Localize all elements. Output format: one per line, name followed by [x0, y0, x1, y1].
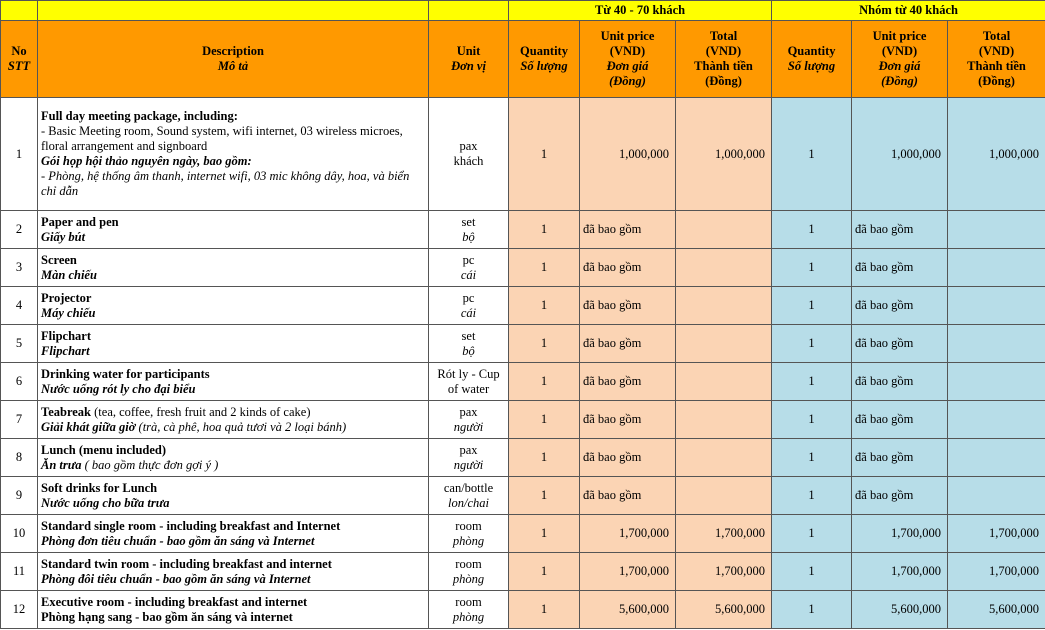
row-total-2: 1,700,000 — [948, 553, 1045, 591]
header-quantity-1: Quantity Số lượng — [509, 21, 580, 98]
row-total-2: 1,000,000 — [948, 98, 1045, 211]
header-unit-price-1: Unit price (VND) Đơn giá (Đồng) — [580, 21, 676, 98]
row-total-2 — [948, 211, 1045, 249]
row-total-1: 1,700,000 — [676, 553, 772, 591]
row-price-2: 1,000,000 — [852, 98, 948, 211]
table-row — [1, 553, 1045, 591]
row-price-2: đã bao gồm — [852, 439, 948, 477]
row-description: Screen Màn chiếu — [38, 249, 429, 287]
row-no: 7 — [1, 401, 38, 439]
row-price-2: đã bao gồm — [852, 325, 948, 363]
row-qty-1: 1 — [509, 591, 580, 629]
row-total-2 — [948, 325, 1045, 363]
table-row — [1, 591, 1045, 629]
group2-header: Nhóm từ 40 khách — [772, 1, 1045, 21]
row-qty-1: 1 — [509, 363, 580, 401]
row-qty-1: 1 — [509, 401, 580, 439]
row-unit: Rót ly - Cup of water — [429, 363, 509, 401]
row-total-1 — [676, 439, 772, 477]
row-total-2: 1,700,000 — [948, 515, 1045, 553]
row-qty-2: 1 — [772, 325, 852, 363]
row-qty-2: 1 — [772, 287, 852, 325]
row-qty-2: 1 — [772, 211, 852, 249]
header-quantity-2: Quantity Số lượng — [772, 21, 852, 98]
row-price-1: đã bao gồm — [580, 477, 676, 515]
table-row — [1, 515, 1045, 553]
row-total-1 — [676, 287, 772, 325]
row-qty-1: 1 — [509, 439, 580, 477]
row-description: Executive room - including breakfast and internet Phòng hạng sang - bao gồm ăn sáng và internet — [38, 591, 429, 629]
row-total-2 — [948, 249, 1045, 287]
row-unit: pax người — [429, 401, 509, 439]
row-total-2 — [948, 439, 1045, 477]
row-price-1: đã bao gồm — [580, 249, 676, 287]
row-price-1: 1,000,000 — [580, 98, 676, 211]
row-total-1 — [676, 401, 772, 439]
row-no: 10 — [1, 515, 38, 553]
row-price-1: đã bao gồm — [580, 401, 676, 439]
row-total-1 — [676, 249, 772, 287]
row-price-1: 1,700,000 — [580, 515, 676, 553]
group1-header: Từ 40 - 70 khách — [509, 1, 772, 21]
header-total-1: Total (VND) Thành tiền (Đồng) — [676, 21, 772, 98]
table-row — [1, 401, 1045, 439]
row-total-1: 1,700,000 — [676, 515, 772, 553]
header-unit-price-2: Unit price (VND) Đơn giá (Đồng) — [852, 21, 948, 98]
row-price-2: đã bao gồm — [852, 401, 948, 439]
row-qty-2: 1 — [772, 439, 852, 477]
row-qty-2: 1 — [772, 553, 852, 591]
row-no: 11 — [1, 553, 38, 591]
row-description: Soft drinks for Lunch Nước uống cho bữa trưa — [38, 477, 429, 515]
row-qty-2: 1 — [772, 401, 852, 439]
row-total-1: 1,000,000 — [676, 98, 772, 211]
row-total-1 — [676, 363, 772, 401]
row-no: 2 — [1, 211, 38, 249]
row-description: Flipchart Flipchart — [38, 325, 429, 363]
row-price-1: đã bao gồm — [580, 325, 676, 363]
row-no: 6 — [1, 363, 38, 401]
row-price-1: đã bao gồm — [580, 211, 676, 249]
row-price-1: đã bao gồm — [580, 439, 676, 477]
row-unit: set bộ — [429, 325, 509, 363]
row-no: 5 — [1, 325, 38, 363]
row-total-2 — [948, 363, 1045, 401]
row-unit: room phòng — [429, 591, 509, 629]
table-row — [1, 98, 1045, 211]
row-price-2: 5,600,000 — [852, 591, 948, 629]
row-price-2: đã bao gồm — [852, 211, 948, 249]
row-total-1 — [676, 211, 772, 249]
row-price-1: 1,700,000 — [580, 553, 676, 591]
row-description: Standard twin room - including breakfast and internet Phòng đôi tiêu chuẩn - bao gồm ăn sáng và Internet — [38, 553, 429, 591]
table-row — [1, 477, 1045, 515]
row-unit: pax khách — [429, 98, 509, 211]
row-no: 1 — [1, 98, 38, 211]
row-price-2: đã bao gồm — [852, 477, 948, 515]
table-row — [1, 363, 1045, 401]
table-row — [1, 287, 1045, 325]
row-total-1 — [676, 477, 772, 515]
row-qty-1: 1 — [509, 325, 580, 363]
group-header-row — [1, 1, 1045, 21]
row-qty-2: 1 — [772, 98, 852, 211]
row-qty-2: 1 — [772, 249, 852, 287]
row-unit: set bộ — [429, 211, 509, 249]
row-unit: room phòng — [429, 553, 509, 591]
row-price-2: 1,700,000 — [852, 515, 948, 553]
row-price-1: đã bao gồm — [580, 287, 676, 325]
row-qty-2: 1 — [772, 363, 852, 401]
row-price-2: đã bao gồm — [852, 249, 948, 287]
row-price-2: 1,700,000 — [852, 553, 948, 591]
row-no: 12 — [1, 591, 38, 629]
row-qty-1: 1 — [509, 211, 580, 249]
header-total-2: Total (VND) Thành tiền (Đồng) — [948, 21, 1045, 98]
row-description: Drinking water for participants Nước uống rót ly cho đại biểu — [38, 363, 429, 401]
table-row — [1, 249, 1045, 287]
row-no: 9 — [1, 477, 38, 515]
row-qty-2: 1 — [772, 591, 852, 629]
table-row — [1, 325, 1045, 363]
row-qty-2: 1 — [772, 515, 852, 553]
row-description: Lunch (menu included) Ăn trưa ( bao gồm thực đơn gợi ý ) — [38, 439, 429, 477]
row-price-1: đã bao gồm — [580, 363, 676, 401]
row-price-2: đã bao gồm — [852, 363, 948, 401]
row-description: Paper and pen Giấy bút — [38, 211, 429, 249]
row-price-1: 5,600,000 — [580, 591, 676, 629]
row-no: 4 — [1, 287, 38, 325]
row-unit: room phòng — [429, 515, 509, 553]
row-total-2 — [948, 401, 1045, 439]
row-total-1 — [676, 325, 772, 363]
row-qty-1: 1 — [509, 287, 580, 325]
row-qty-1: 1 — [509, 553, 580, 591]
row-no: 8 — [1, 439, 38, 477]
header-unit: Unit Đơn vị — [429, 21, 509, 98]
row-description: Projector Máy chiếu — [38, 287, 429, 325]
row-qty-1: 1 — [509, 515, 580, 553]
table-row — [1, 439, 1045, 477]
column-header-row — [1, 21, 1045, 98]
row-unit: can/bottle lon/chai — [429, 477, 509, 515]
row-total-2: 5,600,000 — [948, 591, 1045, 629]
row-qty-1: 1 — [509, 98, 580, 211]
header-no: No STT — [1, 21, 38, 98]
row-total-2 — [948, 477, 1045, 515]
row-qty-2: 1 — [772, 477, 852, 515]
table-row — [1, 211, 1045, 249]
header-description: Description Mô tả — [38, 21, 429, 98]
row-total-2 — [948, 287, 1045, 325]
row-qty-1: 1 — [509, 249, 580, 287]
row-unit: pc cái — [429, 287, 509, 325]
row-unit: pc cái — [429, 249, 509, 287]
row-price-2: đã bao gồm — [852, 287, 948, 325]
row-qty-1: 1 — [509, 477, 580, 515]
row-total-1: 5,600,000 — [676, 591, 772, 629]
row-description: Teabreak (tea, coffee, fresh fruit and 2 kinds of cake) Giải khát giữa giờ (trà, cà phê, hoa quả tươi và 2 loại bánh) — [38, 401, 429, 439]
row-description: Full day meeting package, including: - Basic Meeting room, Sound system, wifi internet, 03 wireless microes, floral arrangement and signboard Gói họp hội thảo nguyên ngày, bao gồm: - Phòng, hệ thống âm thanh, internet wifi, 03 mic không dây, hoa, và biển chỉ dẫn — [38, 98, 429, 211]
row-unit: pax người — [429, 439, 509, 477]
row-no: 3 — [1, 249, 38, 287]
row-description: Standard single room - including breakfast and Internet Phòng đơn tiêu chuẩn - bao gồm ăn sáng và Internet — [38, 515, 429, 553]
